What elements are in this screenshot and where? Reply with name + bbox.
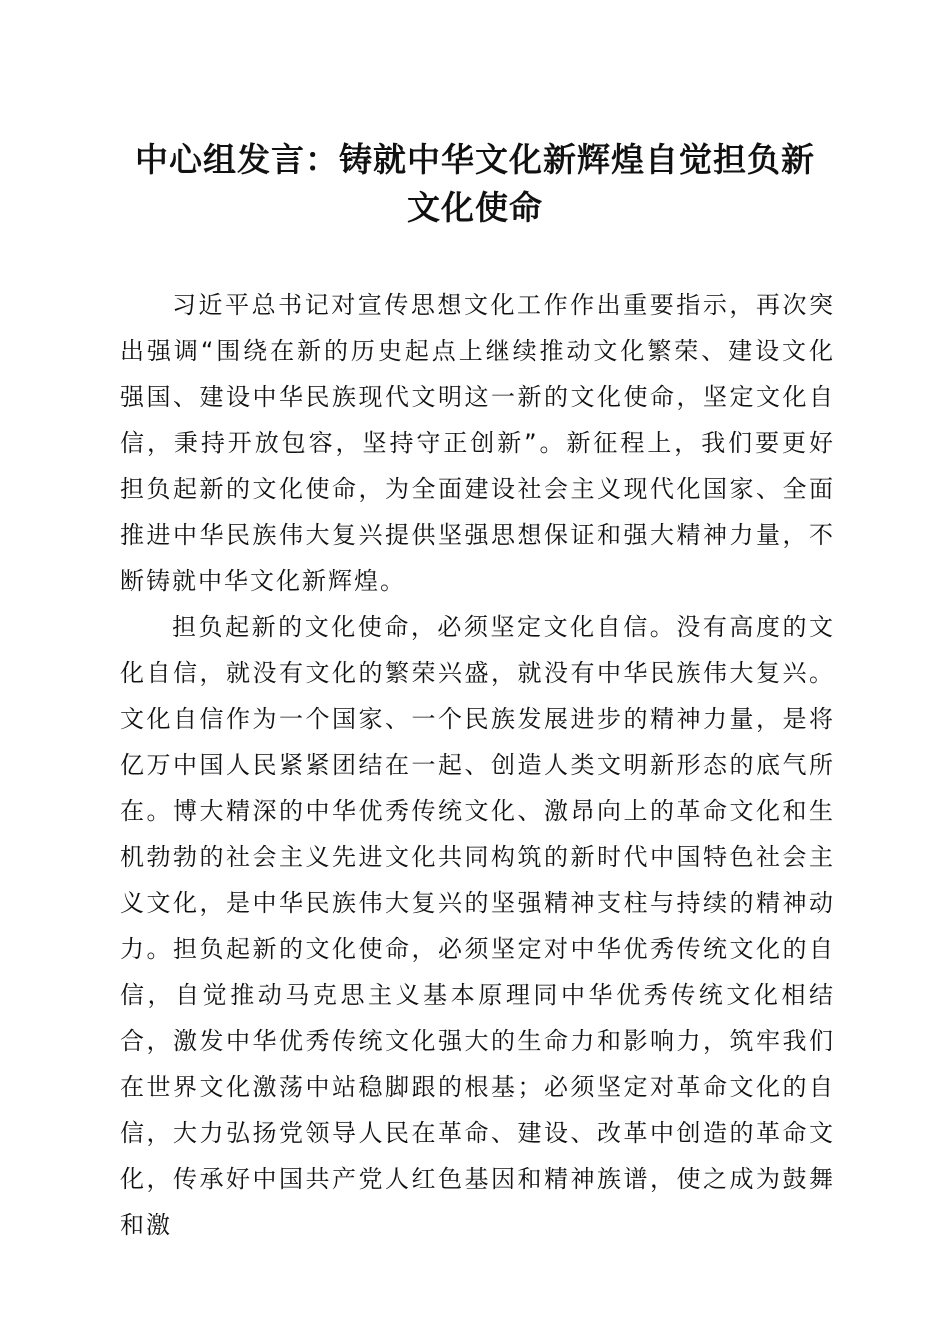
title-line-2: 文化使命 xyxy=(407,188,543,227)
document-title xyxy=(110,136,840,232)
document-body xyxy=(120,282,835,1248)
paragraph-1: 习近平总书记对宣传思想文化工作作出重要指示，再次突出强调“围绕在新的历史起点上继续推动文化繁荣、建设文化强国、建设中华民族现代文明这一新的文化使命，坚定文化自信，秉持开放包容，坚持守正创新”。新征程上，我们要更好担负起新的文化使命，为全面建设社会主义现代化国家、全面推进中华民族伟大复兴提供坚强思想保证和强大精神力量，不断铸就中华文化新辉煌。 xyxy=(120,291,835,595)
title-line-1: 中心组发言：铸就中华文化新辉煌自觉担负新 xyxy=(135,140,815,179)
paragraph-2: 担负起新的文化使命，必须坚定文化自信。没有高度的文化自信，就没有文化的繁荣兴盛，就没有中华民族伟大复兴。文化自信作为一个国家、一个民族发展进步的精神力量，是将亿万中国人民紧紧团结在一起、创造人类文明新形态的底气所在。博大精深的中华优秀传统文化、激昂向上的革命文化和生机勃勃的社会主义先进文化共同构筑的新时代中国特色社会主义文化，是中华民族伟大复兴的坚强精神支柱与持续的精神动力。担负起新的文化使命，必须坚定对中华优秀传统文化的自信，自觉推动马克思主义基本原理同中华优秀传统文化相结合，激发中华优秀传统文化强大的生命力和影响力，筑牢我们在世界文化激荡中站稳脚跟的根基；必须坚定对革命文化的自信，大力弘扬党领导人民在革命、建设、改革中创造的革命文化，传承好中国共产党人红色基因和精神族谱，使之成为鼓舞和激 xyxy=(120,613,835,1239)
